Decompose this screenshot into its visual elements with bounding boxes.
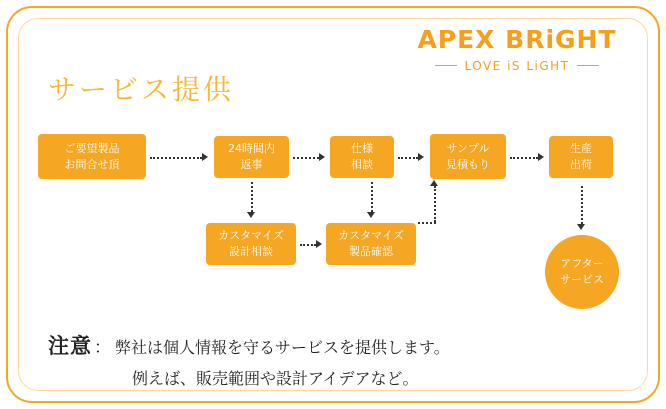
arrow-custom-design-to-confirm bbox=[300, 244, 316, 246]
arrowhead-reply-to-spec bbox=[319, 153, 325, 161]
flow-node-reply24h bbox=[214, 136, 289, 178]
flow-node-spec bbox=[330, 136, 394, 178]
flow-node-production bbox=[549, 136, 613, 178]
flow-node-custom-design-line2: 設計相談 bbox=[229, 245, 273, 258]
brand-tagline-row bbox=[402, 59, 632, 73]
flow-node-after-service-line1: アフター bbox=[560, 257, 604, 271]
arrow-production-to-after-service bbox=[581, 186, 583, 224]
flow-node-reply24h-line1: 24時間内 bbox=[228, 142, 275, 156]
flow-node-custom-confirm-line1: カスタマイズ bbox=[338, 229, 404, 243]
flow-node-custom-confirm-line2: 製品確認 bbox=[349, 245, 393, 258]
arrow-spec-to-sample bbox=[398, 157, 418, 159]
flow-node-request bbox=[38, 134, 146, 179]
arrow-spec-to-custom-confirm bbox=[371, 182, 373, 212]
note-colon: ： bbox=[94, 338, 111, 358]
arrow-reply-to-spec bbox=[293, 157, 319, 159]
arrow-sample-to-production bbox=[510, 157, 538, 159]
tagline-left-dash bbox=[435, 65, 457, 66]
note-line-1: 弊社は個人情報を守るサービスを提供します。 bbox=[115, 338, 450, 357]
arrowhead-custom-design-to-confirm bbox=[316, 240, 322, 248]
note-block bbox=[48, 330, 618, 389]
tagline-right-dash bbox=[577, 65, 599, 66]
arrow-reply-to-custom-design bbox=[251, 182, 253, 212]
flow-node-after-service bbox=[545, 235, 619, 309]
flow-node-after-service-line2: サービス bbox=[560, 273, 604, 286]
arrowhead-request-to-reply bbox=[202, 153, 208, 161]
flow-node-production-line1: 生産 bbox=[570, 142, 592, 156]
page-title: サービス提供 bbox=[48, 73, 235, 106]
flow-node-reply24h-line2: 返事 bbox=[240, 158, 263, 171]
note-label: 注意 bbox=[48, 334, 92, 358]
arrowhead-spec-to-custom-confirm bbox=[367, 212, 375, 218]
arrowhead-sample-to-production bbox=[538, 153, 544, 161]
note-line-2: 例えば、販売範囲や設計アイデアなど。 bbox=[132, 369, 419, 388]
brand-tagline: LOVE iS LiGHT bbox=[464, 58, 570, 73]
arrowhead-reply-to-custom-design bbox=[247, 212, 255, 218]
arrow-custom-confirm-bridge bbox=[418, 222, 436, 224]
flow-node-request-line1: ご要望製品 bbox=[64, 141, 120, 155]
flow-node-custom-confirm bbox=[326, 223, 416, 265]
flow-node-spec-line1: 仕様 bbox=[351, 142, 373, 156]
flow-node-sample-line1: サンプル bbox=[446, 141, 490, 155]
flow-node-spec-line2: 相談 bbox=[351, 158, 373, 171]
arrow-custom-confirm-to-sample bbox=[434, 186, 436, 222]
flow-node-custom-design-line1: カスタマイズ bbox=[218, 229, 284, 243]
arrow-request-to-reply bbox=[150, 157, 202, 159]
flow-node-production-line2: 出荷 bbox=[570, 158, 592, 171]
flow-node-sample bbox=[430, 134, 506, 179]
flow-node-custom-design bbox=[206, 223, 296, 265]
arrowhead-spec-to-sample bbox=[418, 153, 424, 161]
brand-name: APEX BRiGHT bbox=[417, 25, 617, 54]
flow-node-sample-line2: 見積もり bbox=[446, 157, 490, 171]
brand-block bbox=[402, 26, 632, 73]
arrowhead-custom-confirm-to-sample bbox=[430, 180, 438, 186]
flow-node-request-line2: お問合せ頂 bbox=[64, 157, 120, 171]
arrowhead-production-to-after-service bbox=[577, 224, 585, 230]
note-row-1 bbox=[48, 330, 618, 360]
